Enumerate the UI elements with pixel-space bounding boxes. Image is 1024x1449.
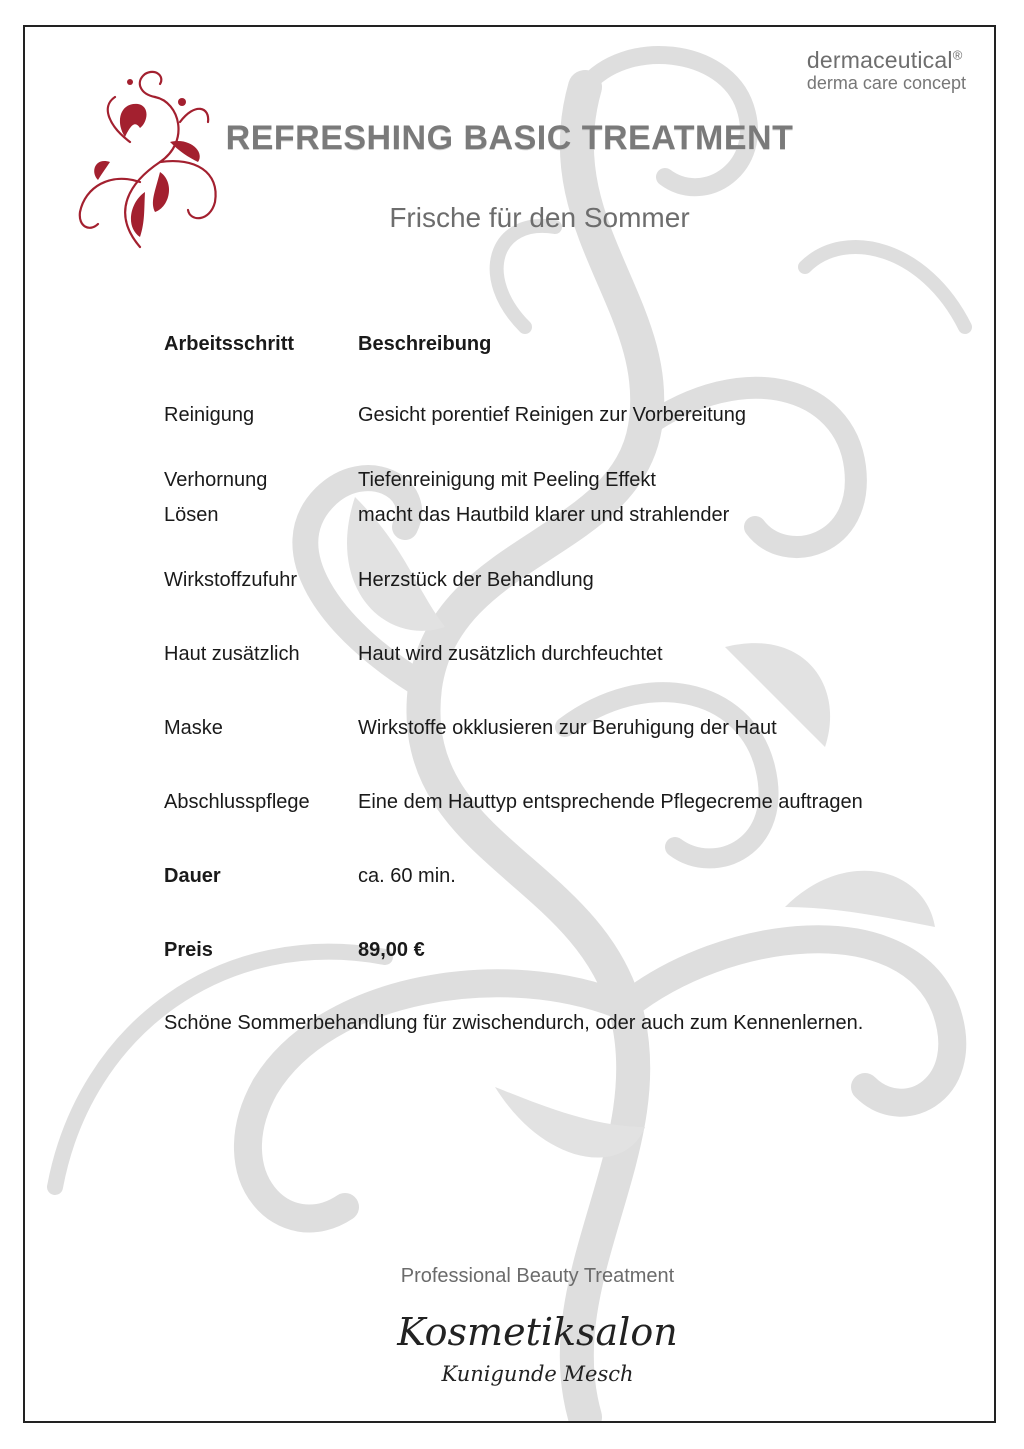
description-cell: macht das Hautbild klarer und strahlender xyxy=(358,504,730,526)
closing-note: Schöne Sommerbehandlung für zwischendurch, oder auch zum Kennenlernen. xyxy=(164,1012,864,1034)
header-step: Arbeitsschritt xyxy=(164,333,295,355)
description-cell: Wirkstoffe okklusieren zur Beruhigung der Haut xyxy=(358,717,777,739)
table-row xyxy=(164,398,964,433)
header-description: Beschreibung xyxy=(358,333,492,355)
step-cell: Verhornung xyxy=(164,469,268,491)
step-cell: Maske xyxy=(164,717,223,739)
page-subtitle: Frische für den Sommer xyxy=(389,202,690,233)
price-value: 89,00 € xyxy=(358,939,425,961)
step-cell: Lösen xyxy=(164,504,219,526)
table-header-row xyxy=(164,327,964,362)
description-cell: Tiefenreinigung mit Peeling Effekt xyxy=(358,469,656,491)
description-cell: Gesicht porentief Reinigen zur Vorbereitung xyxy=(358,404,747,426)
step-cell: Abschlusspflege xyxy=(164,791,310,813)
duration-label: Dauer xyxy=(164,865,221,887)
registered-mark: ® xyxy=(952,47,963,63)
price-row xyxy=(164,933,964,968)
brand-tagline: derma care concept xyxy=(806,73,966,93)
salon-signature: Kosmetiksalon xyxy=(397,1310,678,1354)
page-title: REFRESHING BASIC TREATMENT xyxy=(225,119,794,157)
description-cell: Eine dem Hauttyp entsprechende Pflegecreme auftragen xyxy=(358,791,863,813)
step-cell: Reinigung xyxy=(164,404,255,426)
footer-tagline: Professional Beauty Treatment xyxy=(400,1265,675,1287)
table-row xyxy=(164,563,964,598)
step-cell: Wirkstoffzufuhr xyxy=(164,569,297,591)
table-row xyxy=(164,711,964,746)
table-row xyxy=(164,637,964,672)
table-row xyxy=(164,498,964,533)
page-frame xyxy=(23,25,996,1423)
duration-value: ca. 60 min. xyxy=(358,865,456,887)
description-cell: Herzstück der Behandlung xyxy=(358,569,594,591)
description-cell: Haut wird zusätzlich durchfeuchtet xyxy=(358,643,663,665)
brand-logo xyxy=(807,47,966,94)
duration-row xyxy=(164,859,964,894)
table-row xyxy=(164,785,964,820)
step-cell: Haut zusätzlich xyxy=(164,643,300,665)
table-row xyxy=(164,463,964,498)
brand-name: dermaceutical xyxy=(806,47,953,73)
owner-signature: Kunigunde Mesch xyxy=(441,1362,634,1386)
treatment-table xyxy=(164,327,964,1041)
price-label: Preis xyxy=(164,939,213,961)
